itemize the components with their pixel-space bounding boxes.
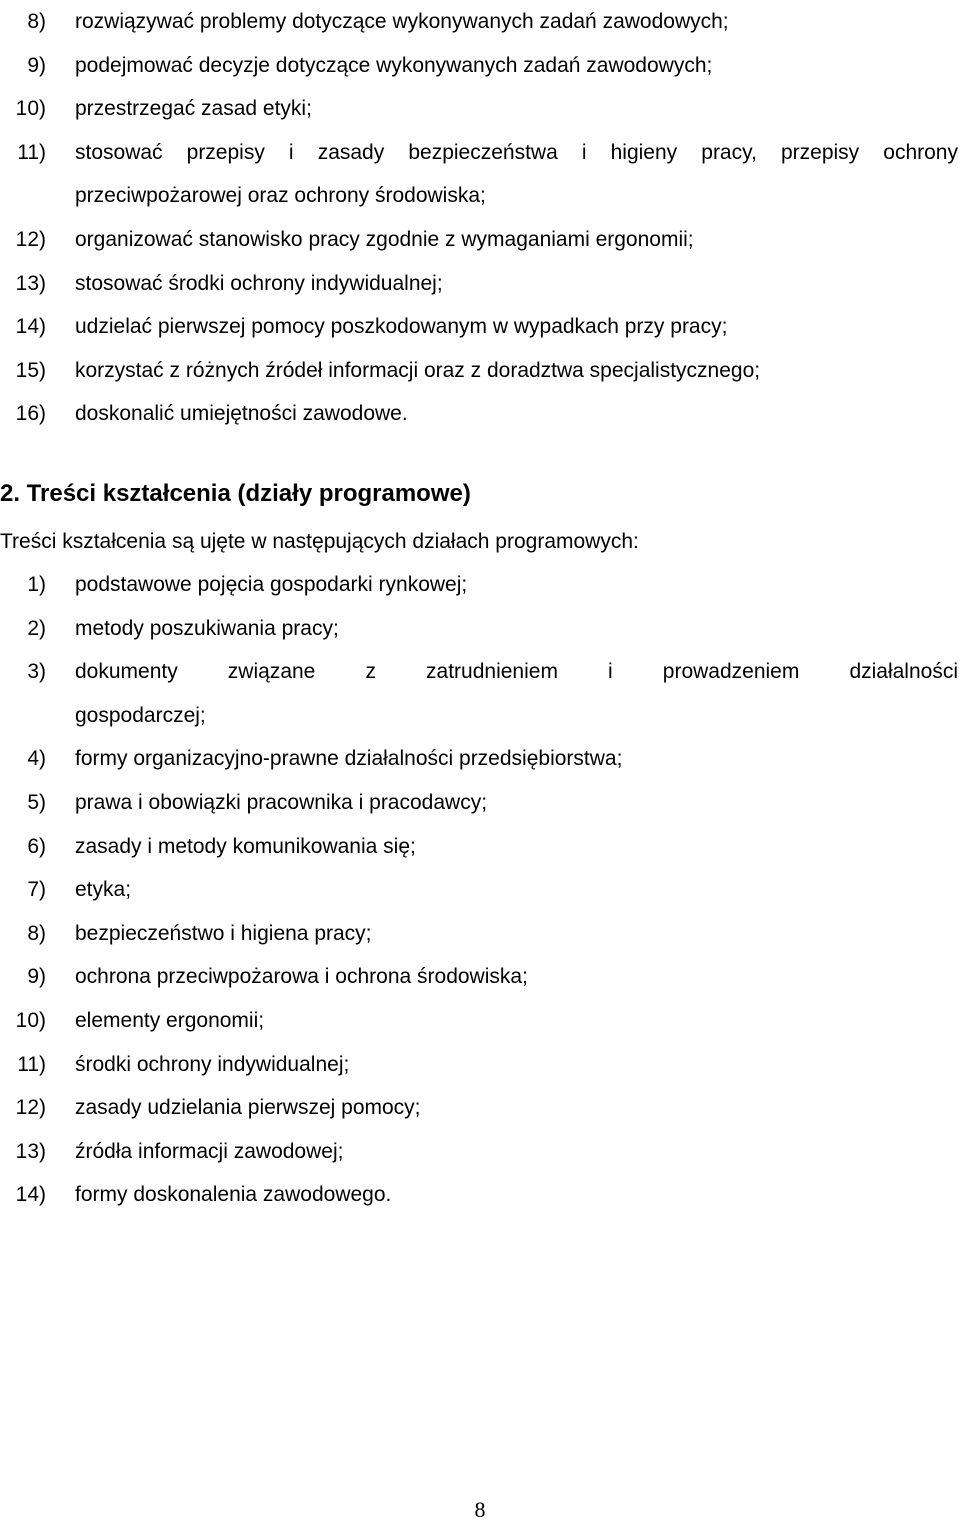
list-item-number: 2) xyxy=(27,616,46,640)
list-item-text: rozwiązywać problemy dotyczące wykonywanych zadań zawodowych; xyxy=(75,10,729,33)
list-item-number: 7) xyxy=(27,878,46,902)
list-item-text: stosować przepisy i zasady bezpieczeństwa i higieny pracy, przepisy ochrony xyxy=(75,140,958,164)
list-item xyxy=(0,912,958,956)
list-item-text: formy organizacyjno-prawne działalności przedsiębiorstwa; xyxy=(75,747,623,771)
list-item xyxy=(0,262,958,306)
list-item xyxy=(0,955,958,999)
list-item xyxy=(0,1130,958,1174)
list-item xyxy=(0,1173,958,1217)
list-item xyxy=(0,650,958,737)
list-item-text: przestrzegać zasad etyki; xyxy=(75,97,312,121)
list-item-number: 16) xyxy=(15,402,46,426)
list-item-number: 13) xyxy=(15,1139,46,1163)
list-item-text: źródła informacji zawodowej; xyxy=(75,1139,344,1163)
list-item-text: zasady i metody komunikowania się; xyxy=(75,834,416,858)
list-item-number: 12) xyxy=(15,1096,46,1120)
list-item-text: korzystać z różnych źródeł informacji oraz z doradztwa specjalistycznego; xyxy=(75,358,761,382)
list-item-number: 8) xyxy=(27,921,46,945)
list-item xyxy=(0,305,958,349)
list-item-text: elementy ergonomii; xyxy=(75,1008,265,1032)
list-item-number: 5) xyxy=(27,790,46,814)
list-item xyxy=(0,1043,958,1087)
list-item-number: 9) xyxy=(27,965,46,989)
list-item-number: 6) xyxy=(27,834,46,858)
list-item-number: 9) xyxy=(27,53,46,77)
list-item-number: 8) xyxy=(27,10,46,33)
program-topics-list xyxy=(0,563,958,1217)
list-item-number: 15) xyxy=(15,358,46,382)
list-item xyxy=(0,607,958,651)
list-item-text: udzielać pierwszej pomocy poszkodowanym w wypadkach przy pracy; xyxy=(75,315,728,339)
list-item-text: formy doskonalenia zawodowego. xyxy=(75,1183,392,1207)
list-item-text: ochrona przeciwpożarowa i ochrona środowiska; xyxy=(75,965,528,989)
list-item-text: prawa i obowiązki pracownika i pracodawcy; xyxy=(75,790,488,814)
section-heading: 2. Treści kształcenia (działy programowe) xyxy=(0,480,471,507)
list-item-number: 4) xyxy=(27,747,46,771)
list-item-text: metody poszukiwania pracy; xyxy=(75,616,339,640)
list-item-number: 10) xyxy=(15,97,46,121)
list-item-text: bezpieczeństwo i higiena pracy; xyxy=(75,921,372,945)
list-item xyxy=(0,999,958,1043)
list-item xyxy=(0,131,958,218)
list-item-number: 3) xyxy=(27,660,46,684)
list-item-number: 14) xyxy=(15,1183,46,1207)
list-item-number: 11) xyxy=(17,140,46,164)
list-item-number: 14) xyxy=(15,315,46,339)
list-item-continuation: gospodarczej; xyxy=(75,703,206,727)
list-item-number: 11) xyxy=(17,1052,46,1076)
list-item-text: dokumenty związane z zatrudnieniem i prowadzeniem działalności xyxy=(75,660,958,684)
list-item-text: środki ochrony indywidualnej; xyxy=(75,1052,350,1076)
list-item xyxy=(0,737,958,781)
list-item-number: 10) xyxy=(15,1008,46,1032)
list-item-text: organizować stanowisko pracy zgodnie z wymaganiami ergonomii; xyxy=(75,227,694,251)
list-item xyxy=(0,563,958,607)
skills-list xyxy=(0,0,958,436)
list-item xyxy=(0,825,958,869)
list-item-text: podejmować decyzje dotyczące wykonywanych zadań zawodowych; xyxy=(75,53,713,77)
list-item-number: 1) xyxy=(27,573,46,596)
list-item xyxy=(0,44,958,88)
list-item-text: etyka; xyxy=(75,878,132,902)
list-item xyxy=(0,1086,958,1130)
list-item-text: podstawowe pojęcia gospodarki rynkowej; xyxy=(75,573,468,596)
page-number: 8 xyxy=(474,1497,486,1522)
list-item xyxy=(0,868,958,912)
section-intro: Treści kształcenia są ujęte w następujących działach programowych: xyxy=(0,530,639,553)
list-item-text: stosować środki ochrony indywidualnej; xyxy=(75,271,443,295)
list-item xyxy=(0,392,958,436)
list-item xyxy=(0,0,958,44)
list-item-text: zasady udzielania pierwszej pomocy; xyxy=(75,1096,421,1120)
list-item xyxy=(0,87,958,131)
list-item-number: 13) xyxy=(15,271,46,295)
list-item-continuation: przeciwpożarowej oraz ochrony środowiska; xyxy=(75,184,486,208)
list-item-number: 12) xyxy=(15,227,46,251)
list-item xyxy=(0,218,958,262)
list-item xyxy=(0,349,958,393)
list-item xyxy=(0,781,958,825)
list-item-text: doskonalić umiejętności zawodowe. xyxy=(75,402,408,426)
